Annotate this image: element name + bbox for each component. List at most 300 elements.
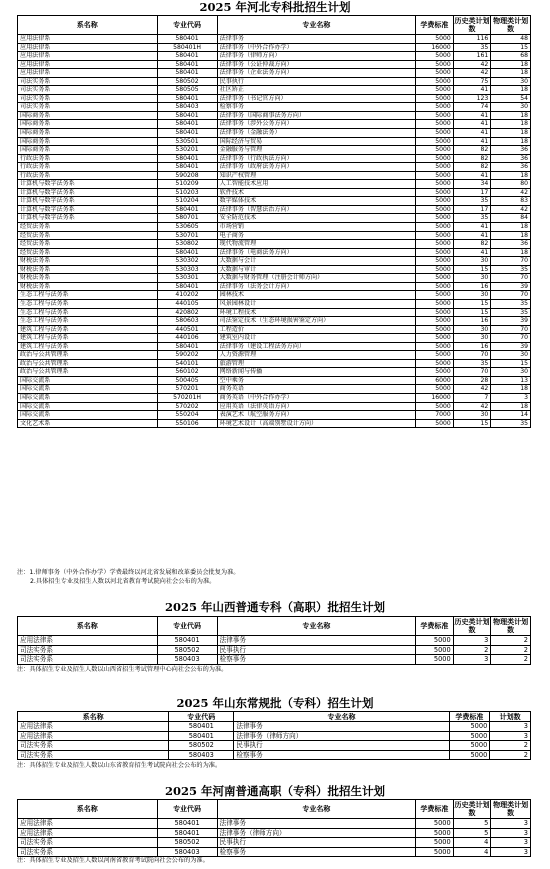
dept-cell: 应用法律系: [18, 636, 158, 646]
major-cell: 司法鉴定技术（生态环境损害鉴定方向）: [217, 317, 416, 326]
table-row: [18, 342, 531, 351]
col-header-fee: 学费标准: [449, 712, 490, 722]
physics-count-cell: 70: [491, 274, 531, 283]
code-cell: 530303: [157, 265, 217, 274]
history-count-cell: 35: [453, 359, 491, 368]
code-cell: 510204: [157, 197, 217, 206]
history-count-cell: 30: [453, 274, 491, 283]
code-cell: 410202: [157, 291, 217, 300]
fee-cell: 5000: [416, 231, 454, 240]
dept-cell: 司法实务系: [18, 645, 158, 655]
table-row: [18, 214, 531, 223]
physics-count-cell: 15: [491, 359, 531, 368]
code-cell: 580401: [169, 731, 234, 741]
fee-cell: 5000: [416, 308, 454, 317]
fee-cell: 5000: [416, 317, 454, 326]
code-cell: 530201: [157, 146, 217, 155]
table-row: [18, 419, 531, 428]
major-cell: 法律事务（智慧法治方向）: [217, 205, 416, 214]
dept-cell: 生态工程与法务系: [18, 317, 158, 326]
dept-cell: 国际商务系: [18, 137, 158, 146]
code-cell: 580401: [157, 828, 217, 838]
physics-count-cell: 3: [491, 828, 531, 838]
physics-count-cell: 3: [491, 847, 531, 857]
col-header-dept: 系名称: [18, 800, 158, 819]
fee-cell: 5000: [416, 351, 454, 360]
code-cell: 420802: [157, 308, 217, 317]
code-cell: 580401: [157, 129, 217, 138]
dept-cell: 政治与公共管理系: [18, 368, 158, 377]
dept-cell: 司法实务系: [18, 86, 158, 95]
fee-cell: 5000: [416, 111, 454, 120]
physics-count-cell: 2: [491, 636, 531, 646]
plan-count-cell: 2: [490, 750, 531, 760]
table-row: [18, 43, 531, 52]
table-row: [18, 750, 531, 760]
fee-cell: 5000: [416, 69, 454, 78]
table-row: [18, 274, 531, 283]
history-count-cell: 30: [453, 325, 491, 334]
code-cell: 580502: [157, 77, 217, 86]
major-cell: 法律事务: [217, 35, 416, 44]
code-cell: 580401H: [157, 43, 217, 52]
table-row: [18, 205, 531, 214]
code-cell: 580502: [157, 645, 217, 655]
code-cell: 530701: [157, 231, 217, 240]
fee-cell: 5000: [416, 103, 454, 112]
fee-cell: 5000: [416, 137, 454, 146]
major-cell: 民事执行: [217, 645, 416, 655]
table-row: [18, 265, 531, 274]
physics-count-cell: 35: [491, 265, 531, 274]
fee-cell: 5000: [416, 129, 454, 138]
table-row: [18, 645, 531, 655]
fee-cell: 5000: [416, 257, 454, 266]
dept-cell: 应用法律系: [18, 35, 158, 44]
table-row: [18, 171, 531, 180]
code-cell: 530302: [157, 257, 217, 266]
dept-cell: 应用法律系: [18, 52, 158, 61]
fee-cell: 5000: [449, 750, 490, 760]
dept-cell: 应用法律系: [18, 731, 169, 741]
physics-count-cell: 68: [491, 52, 531, 61]
dept-cell: 司法实务系: [18, 655, 158, 665]
code-cell: 590208: [157, 171, 217, 180]
fee-cell: 6000: [416, 376, 454, 385]
fee-cell: 5000: [416, 163, 454, 172]
dept-cell: 行政法务系: [18, 154, 158, 163]
fee-cell: 5000: [416, 819, 454, 829]
table-row: [18, 223, 531, 232]
physics-count-cell: 3: [491, 838, 531, 848]
col-header-major: 专业名称: [217, 800, 416, 819]
dept-cell: 经贸法务系: [18, 248, 158, 257]
hebei-plan-table: [17, 15, 531, 428]
table-row: [18, 838, 531, 848]
code-cell: 580401: [157, 819, 217, 829]
table-row: [18, 636, 531, 646]
physics-count-cell: 39: [491, 282, 531, 291]
table-row: [18, 385, 531, 394]
major-cell: 园林技术: [217, 291, 416, 300]
physics-count-cell: 36: [491, 154, 531, 163]
physics-count-cell: 54: [491, 94, 531, 103]
physics-count-cell: 18: [491, 223, 531, 232]
major-cell: 人工智能技术应用: [217, 180, 416, 189]
fee-cell: 5000: [416, 248, 454, 257]
history-count-cell: 5: [453, 828, 491, 838]
major-cell: 人力资源管理: [217, 351, 416, 360]
dept-cell: 文化艺术系: [18, 419, 158, 428]
code-cell: 580401: [169, 722, 234, 732]
code-cell: 530802: [157, 240, 217, 249]
table-row: [18, 308, 531, 317]
history-count-cell: 42: [453, 69, 491, 78]
table-row: [18, 317, 531, 326]
dept-cell: 计算机与数字法务系: [18, 214, 158, 223]
code-cell: 580403: [157, 847, 217, 857]
table-row: [18, 411, 531, 420]
fee-cell: 5000: [416, 154, 454, 163]
dept-cell: 应用法律系: [18, 60, 158, 69]
major-cell: 法律事务（国际商事法务方向）: [217, 111, 416, 120]
col-header-history: 历史类计划数: [454, 801, 490, 817]
physics-count-cell: 18: [491, 231, 531, 240]
table-row: [18, 847, 531, 857]
history-count-cell: 41: [453, 171, 491, 180]
major-cell: 大数据与审计: [217, 265, 416, 274]
dept-cell: 计算机与数字法务系: [18, 188, 158, 197]
physics-count-cell: 18: [491, 129, 531, 138]
physics-count-cell: 18: [491, 248, 531, 257]
table-row: [18, 731, 531, 741]
fee-cell: 5000: [416, 838, 454, 848]
physics-count-cell: 15: [491, 43, 531, 52]
table-row: [18, 828, 531, 838]
major-cell: 法律事务（律师方向）: [217, 828, 416, 838]
code-cell: 580403: [169, 750, 234, 760]
physics-count-cell: 18: [491, 120, 531, 129]
major-cell: 商务英语: [217, 385, 416, 394]
major-cell: 安全防范技术: [217, 214, 416, 223]
col-header-major: 专业名称: [217, 617, 416, 636]
dept-cell: 生态工程与法务系: [18, 308, 158, 317]
fee-cell: 5000: [449, 722, 490, 732]
fee-cell: 5000: [416, 402, 454, 411]
code-cell: 440106: [157, 334, 217, 343]
code-cell: 580401: [157, 69, 217, 78]
history-count-cell: 35: [453, 197, 491, 206]
major-cell: 法律事务: [217, 636, 416, 646]
table-row: [18, 146, 531, 155]
major-cell: 电子商务: [217, 231, 416, 240]
major-cell: 法律事务（律师方向）: [217, 52, 416, 61]
history-count-cell: 28: [453, 376, 491, 385]
dept-cell: 财税法务系: [18, 257, 158, 266]
major-cell: 商务英语（中外合作办学）: [217, 393, 416, 402]
dept-cell: 国际商务系: [18, 120, 158, 129]
table-row: [18, 137, 531, 146]
history-count-cell: 16: [453, 317, 491, 326]
history-count-cell: 30: [453, 334, 491, 343]
table-row: [18, 231, 531, 240]
physics-count-cell: 30: [491, 77, 531, 86]
col-header-code: 专业代码: [157, 16, 217, 35]
col-header-major: 专业名称: [234, 712, 449, 722]
dept-cell: 国际商务系: [18, 146, 158, 155]
fee-cell: 5000: [416, 636, 454, 646]
major-cell: 民事执行: [217, 838, 416, 848]
dept-cell: 经贸法务系: [18, 240, 158, 249]
physics-count-cell: 14: [491, 411, 531, 420]
col-header-plan: 计划数: [490, 712, 531, 722]
col-header-fee: 学费标准: [416, 800, 454, 819]
fee-cell: 5000: [416, 342, 454, 351]
history-count-cell: 41: [453, 120, 491, 129]
fee-cell: 5000: [416, 291, 454, 300]
code-cell: 570202: [157, 402, 217, 411]
history-count-cell: 41: [453, 248, 491, 257]
physics-count-cell: 36: [491, 163, 531, 172]
history-count-cell: 3: [453, 655, 491, 665]
dept-cell: 财税法务系: [18, 274, 158, 283]
fee-cell: 5000: [416, 655, 454, 665]
fee-cell: 5000: [416, 299, 454, 308]
code-cell: 580505: [157, 86, 217, 95]
fee-cell: 5000: [416, 214, 454, 223]
major-cell: 大数据与财务管理（注册会计师方向）: [217, 274, 416, 283]
code-cell: 560102: [157, 368, 217, 377]
table-row: [18, 111, 531, 120]
table-row: [18, 741, 531, 751]
code-cell: 580401: [157, 248, 217, 257]
dept-cell: 应用法律系: [18, 819, 158, 829]
dept-cell: 国际商务系: [18, 111, 158, 120]
plan-count-cell: 3: [490, 731, 531, 741]
dept-cell: 应用法律系: [18, 69, 158, 78]
code-cell: 580401: [157, 205, 217, 214]
hebei-note-1: 注：1.律师事务（中外合作办学）学费最终以河北省发展和改革委员会批复为准。: [17, 569, 240, 576]
dept-cell: 经贸法务系: [18, 231, 158, 240]
code-cell: 580603: [157, 317, 217, 326]
history-count-cell: 74: [453, 103, 491, 112]
history-count-cell: 30: [453, 291, 491, 300]
major-cell: 国际经济与贸易: [217, 137, 416, 146]
major-cell: 法律事务（建设工程法务方向）: [217, 342, 416, 351]
col-header-fee: 学费标准: [416, 617, 454, 636]
fee-cell: 5000: [449, 731, 490, 741]
physics-count-cell: 2: [491, 655, 531, 665]
table-row: [18, 103, 531, 112]
physics-count-cell: 3: [491, 393, 531, 402]
dept-cell: 计算机与数字法务系: [18, 197, 158, 206]
dept-cell: 政治与公共管理系: [18, 351, 158, 360]
fee-cell: 5000: [416, 282, 454, 291]
history-count-cell: 41: [453, 111, 491, 120]
physics-count-cell: 3: [491, 819, 531, 829]
col-header-dept: 系名称: [18, 617, 158, 636]
history-count-cell: 123: [453, 94, 491, 103]
dept-cell: 司法实务系: [18, 847, 158, 857]
code-cell: 580401: [157, 154, 217, 163]
shandong-note: 注：具体招生专业及招生人数以山东省教育招生考试院向社会公布的为准。: [17, 762, 222, 769]
major-cell: 法律事务（法务会计方向）: [217, 282, 416, 291]
physics-count-cell: 42: [491, 188, 531, 197]
fee-cell: 5000: [416, 60, 454, 69]
table-row: [18, 188, 531, 197]
fee-cell: 5000: [416, 35, 454, 44]
history-count-cell: 82: [453, 154, 491, 163]
col-header-code: 专业代码: [169, 712, 234, 722]
code-cell: 540101: [157, 359, 217, 368]
table-row: [18, 351, 531, 360]
dept-cell: 司法实务系: [18, 94, 158, 103]
history-count-cell: 41: [453, 231, 491, 240]
plan-count-cell: 3: [490, 722, 531, 732]
col-header-code: 专业代码: [157, 800, 217, 819]
physics-count-cell: 39: [491, 317, 531, 326]
dept-cell: 国际交流系: [18, 385, 158, 394]
major-cell: 民事执行: [217, 77, 416, 86]
table-row: [18, 77, 531, 86]
table-row: [18, 402, 531, 411]
history-count-cell: 82: [453, 146, 491, 155]
code-cell: 440105: [157, 299, 217, 308]
fee-cell: 5000: [416, 146, 454, 155]
fee-cell: 5000: [416, 180, 454, 189]
physics-count-cell: 18: [491, 171, 531, 180]
fee-cell: 5000: [416, 86, 454, 95]
dept-cell: 行政法务系: [18, 163, 158, 172]
physics-count-cell: 13: [491, 376, 531, 385]
fee-cell: 5000: [416, 77, 454, 86]
code-cell: 580701: [157, 214, 217, 223]
code-cell: 530301: [157, 274, 217, 283]
major-cell: 工程造价: [217, 325, 416, 334]
dept-cell: 行政法务系: [18, 171, 158, 180]
physics-count-cell: 18: [491, 69, 531, 78]
major-cell: 法律事务: [234, 722, 449, 732]
major-cell: 建筑室内设计: [217, 334, 416, 343]
major-cell: 法律事务（电商法务方向）: [217, 248, 416, 257]
major-cell: 应用英语（法律英语方向）: [217, 402, 416, 411]
physics-count-cell: 48: [491, 35, 531, 44]
code-cell: 570201H: [157, 393, 217, 402]
history-count-cell: 15: [453, 299, 491, 308]
history-count-cell: 2: [453, 645, 491, 655]
table-row: [18, 291, 531, 300]
col-header-physics: 物理类计划数: [491, 16, 531, 35]
fee-cell: 5000: [416, 325, 454, 334]
physics-count-cell: 36: [491, 146, 531, 155]
major-cell: 空中乘务: [217, 376, 416, 385]
code-cell: 500405: [157, 376, 217, 385]
physics-count-cell: 18: [491, 137, 531, 146]
fee-cell: 5000: [416, 359, 454, 368]
major-cell: 金融服务与管理: [217, 146, 416, 155]
table-row: [18, 359, 531, 368]
major-cell: 法律事务（金融法务）: [217, 129, 416, 138]
fee-cell: 5000: [416, 368, 454, 377]
code-cell: 550106: [157, 419, 217, 428]
code-cell: 580401: [157, 282, 217, 291]
table-row: [18, 325, 531, 334]
physics-count-cell: 42: [491, 205, 531, 214]
dept-cell: 司法实务系: [18, 741, 169, 751]
dept-cell: 国际交流系: [18, 393, 158, 402]
major-cell: 法律事务（政府法务方向）: [217, 163, 416, 172]
code-cell: 580502: [157, 838, 217, 848]
history-count-cell: 16: [453, 282, 491, 291]
major-cell: 环境工程技术: [217, 308, 416, 317]
dept-cell: 国际交流系: [18, 402, 158, 411]
code-cell: 440501: [157, 325, 217, 334]
history-count-cell: 4: [453, 838, 491, 848]
shanxi-plan-table: [17, 616, 531, 665]
physics-count-cell: 84: [491, 214, 531, 223]
history-count-cell: 41: [453, 137, 491, 146]
major-cell: 风景园林设计: [217, 299, 416, 308]
table-row: [18, 154, 531, 163]
fee-cell: 5000: [416, 265, 454, 274]
fee-cell: 16000: [416, 393, 454, 402]
history-count-cell: 15: [453, 419, 491, 428]
table-row: [18, 129, 531, 138]
major-cell: 市场营销: [217, 223, 416, 232]
major-cell: 表演艺术（航空服务方向）: [217, 411, 416, 420]
fee-cell: 16000: [416, 43, 454, 52]
physics-count-cell: 39: [491, 342, 531, 351]
major-cell: 大数据与会计: [217, 257, 416, 266]
fee-cell: 5000: [449, 741, 490, 751]
physics-count-cell: 18: [491, 86, 531, 95]
dept-cell: 政治与公共管理系: [18, 359, 158, 368]
code-cell: 570201: [157, 385, 217, 394]
history-count-cell: 4: [453, 847, 491, 857]
major-cell: 检察事务: [217, 655, 416, 665]
code-cell: 580401: [157, 163, 217, 172]
major-cell: 软件技术: [217, 188, 416, 197]
col-header-dept: 系名称: [18, 16, 158, 35]
major-cell: 检察事务: [217, 847, 416, 857]
physics-count-cell: 30: [491, 103, 531, 112]
physics-count-cell: 80: [491, 180, 531, 189]
code-cell: 510203: [157, 188, 217, 197]
shanxi-note: 注：具体招生专业及招生人数以山西省招生考试管理中心向社会公布的为准。: [17, 666, 228, 673]
dept-cell: 司法实务系: [18, 750, 169, 760]
col-header-code: 专业代码: [157, 617, 217, 636]
table-row: [18, 248, 531, 257]
table-row: [18, 376, 531, 385]
code-cell: 580401: [157, 60, 217, 69]
table-row: [18, 120, 531, 129]
fee-cell: 5000: [416, 274, 454, 283]
history-count-cell: 41: [453, 223, 491, 232]
fee-cell: 5000: [416, 334, 454, 343]
history-count-cell: 161: [453, 52, 491, 61]
col-header-dept: 系名称: [18, 712, 169, 722]
fee-cell: 5000: [416, 120, 454, 129]
dept-cell: 建筑工程与法务系: [18, 334, 158, 343]
fee-cell: 5000: [416, 828, 454, 838]
table-row: [18, 35, 531, 44]
history-count-cell: 16: [453, 342, 491, 351]
major-cell: 检察事务: [217, 103, 416, 112]
history-count-cell: 82: [453, 163, 491, 172]
code-cell: 580401: [157, 342, 217, 351]
dept-cell: 应用法律系: [18, 828, 158, 838]
dept-cell: 建筑工程与法务系: [18, 342, 158, 351]
